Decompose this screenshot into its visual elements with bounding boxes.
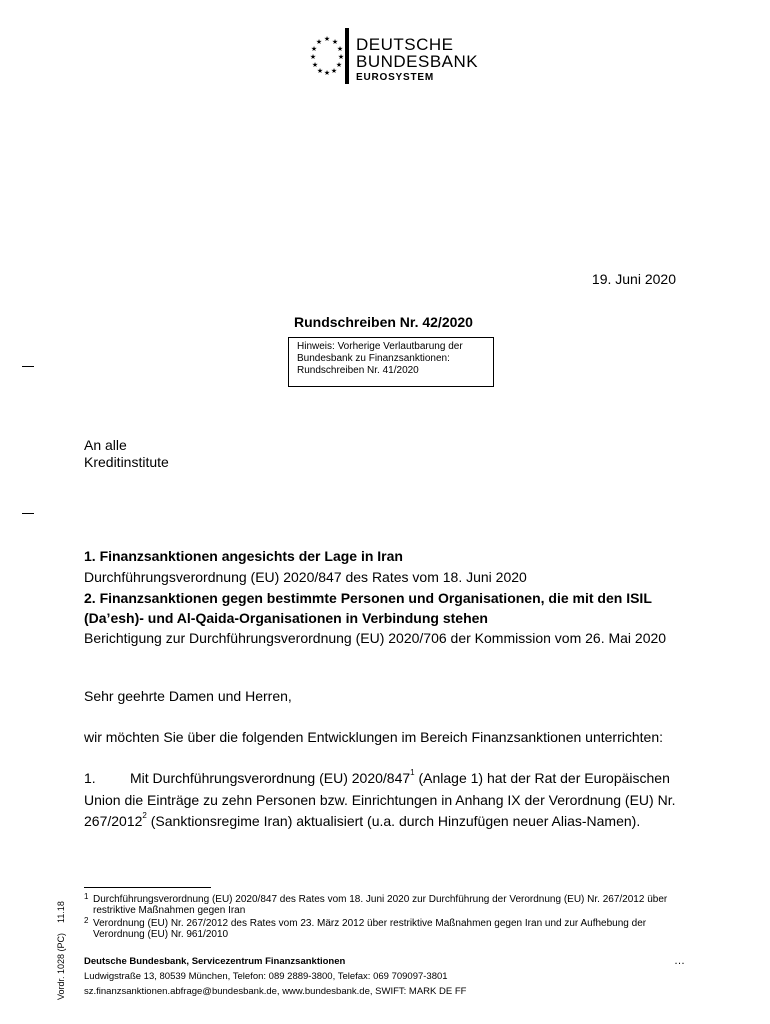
svg-text:★: ★: [310, 45, 318, 53]
intro-sentence: wir möchten Sie über die folgenden Entwicklungen im Bereich Finanzsanktionen unterrichten:: [84, 729, 663, 745]
footnote-ref-1[interactable]: 1: [410, 768, 415, 777]
address-line-2: Kreditinstitute: [84, 454, 169, 470]
footnote-separator: [84, 887, 211, 888]
address-line-1: An alle: [84, 437, 127, 453]
paragraph-number: 1.: [84, 770, 96, 786]
paragraph-text: 267/2012: [84, 813, 143, 829]
footer-sender: Deutsche Bundesbank, Servicezentrum Finanzsanktionen: [84, 956, 346, 967]
svg-text:★: ★: [315, 38, 323, 46]
paragraph-1-line-1: [84, 770, 670, 786]
notice-line-2: Bundesbank zu Finanzsanktionen:: [297, 353, 450, 364]
notice-line-1: Hinweis: Vorherige Verlautbarung der: [297, 341, 463, 352]
bundesbank-logo: [310, 26, 480, 86]
footnote-text: Durchführungsverordnung (EU) 2020/847 des Rates vom 18. Juni 2020 zur Durchführung der Verordnung (EU) Nr. 267/2012 über restriktive Maßnahmen gegen Iran: [93, 894, 668, 916]
recipient-address: [84, 437, 169, 471]
previous-notice-box: [288, 337, 494, 387]
svg-text:★: ★: [323, 35, 331, 43]
svg-text:★: ★: [330, 67, 338, 75]
svg-text:★: ★: [316, 67, 324, 75]
eu-stars-icon: [310, 34, 344, 78]
paragraph-1-line-2: Union die Einträge zu zehn Personen bzw. Einrichtungen in Anhang IX der Verordnung (EU) Nr.: [84, 792, 676, 808]
paragraph-text: (Sanktionsregime Iran) aktualisiert (u.a. durch Hinzufügen neuer Alias-Namen).: [146, 813, 641, 829]
svg-text:★: ★: [337, 53, 344, 61]
footnote-text: Verordnung (EU) Nr. 267/2012 des Rates vom 23. März 2012 über restriktive Maßnahmen gegen Iran und zur Aufhebung der Verordnung (EU) Nr. 961/2010: [93, 918, 647, 940]
footer-address: Ludwigstraße 13, 80539 München, Telefon: 089 2889-3800, Telefax: 069 709097-3801: [84, 971, 448, 982]
subject-heading-2: 2. Finanzsanktionen gegen bestimmte Personen und Organisationen, die mit den ISIL: [84, 590, 652, 606]
svg-text:★: ★: [323, 69, 331, 77]
svg-text:★: ★: [335, 61, 343, 69]
subject-heading-1: 1. Finanzsanktionen angesichts der Lage in Iran: [84, 548, 403, 564]
svg-text:★: ★: [310, 53, 317, 61]
subject-heading-2-cont: (Da’esh)- und Al-Qaida-Organisationen in Verbindung stehen: [84, 610, 488, 626]
paragraph-text: (Anlage 1) hat der Rat der Europäischen: [414, 770, 670, 786]
footer-contact: sz.finanzsanktionen.abfrage@bundesbank.de, www.bundesbank.de, SWIFT: MARK DE FF: [84, 986, 467, 997]
svg-text:★: ★: [311, 61, 319, 69]
fold-mark: [22, 513, 34, 514]
letter-date: 19. Juni 2020: [591, 271, 676, 287]
salutation: Sehr geehrte Damen und Herren,: [84, 688, 292, 704]
fold-mark: [22, 366, 34, 367]
notice-line-3: Rundschreiben Nr. 41/2020: [297, 365, 419, 376]
logo-bar: [345, 28, 349, 84]
continuation-mark: …: [674, 955, 685, 967]
footnote-number: 1: [84, 892, 89, 901]
footnote-number: 2: [84, 916, 89, 925]
svg-text:★: ★: [331, 38, 339, 46]
logo-line-1: DEUTSCHE: [356, 35, 454, 54]
subject-detail-1: Durchführungsverordnung (EU) 2020/847 des Rates vom 18. Juni 2020: [84, 569, 527, 585]
form-code: Vordr. 1028 (PC) 11.18: [56, 901, 66, 1000]
circular-title: Rundschreiben Nr. 42/2020: [294, 314, 473, 330]
subject-detail-2: Berichtigung zur Durchführungsverordnung (EU) 2020/706 der Kommission vom 26. Mai 2020: [84, 630, 667, 646]
paragraph-text: Mit Durchführungsverordnung (EU) 2020/847: [130, 770, 411, 786]
logo-line-2: BUNDESBANK: [356, 52, 479, 71]
paragraph-1-line-3: [84, 813, 640, 829]
svg-text:★: ★: [336, 45, 344, 53]
footnote-ref-2[interactable]: 2: [142, 811, 147, 820]
logo-line-3: EUROSYSTEM: [356, 72, 435, 83]
